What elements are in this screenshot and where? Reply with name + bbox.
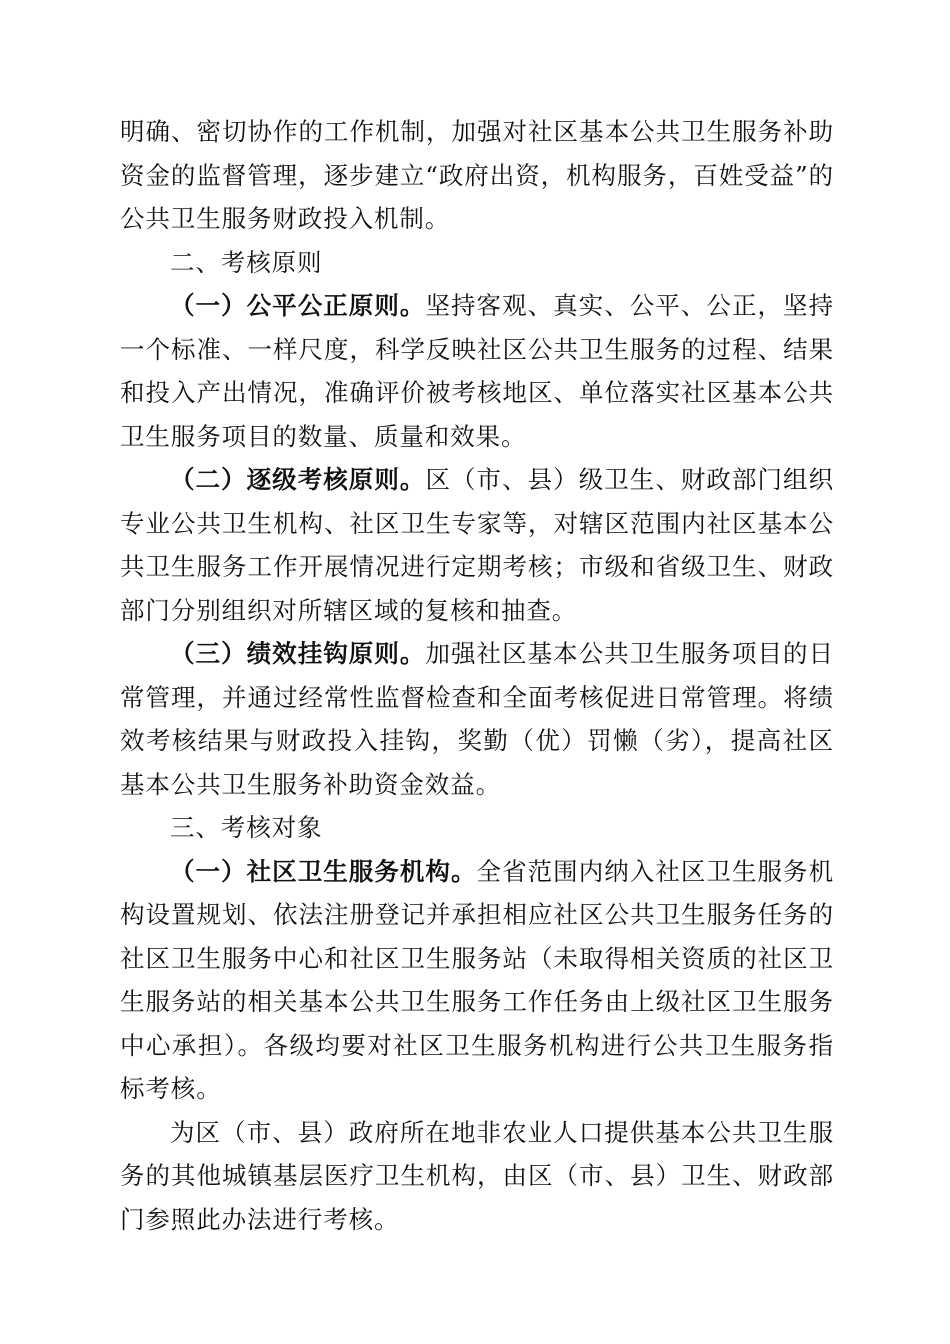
- principle-paragraph-3: [120, 632, 834, 806]
- document-body: [120, 110, 834, 1241]
- principle-label-2: （二）逐级考核原则。: [170, 465, 426, 494]
- principle-label-3: （三）绩效挂钩原则。: [170, 639, 426, 668]
- section-heading-principles: 二、考核原则: [170, 247, 323, 277]
- principle-text-3: 加强社区基本公共卫生服务项目的日常管理，并通过经常性监督检查和全面考核促进日常管理。将绩效考核结果与财政投入挂钩，奖勤（优）罚懒（劣），提高社区基本公共卫生服务补助资金效益。: [120, 639, 834, 799]
- section-heading-targets: 三、考核对象: [170, 813, 323, 842]
- target-text-1: 全省范围内纳入社区卫生服务机构设置规划、依法注册登记并承担相应社区公共卫生服务任务的社区卫生服务中心和社区卫生服务站（未取得相关资质的社区卫生服务站的相关基本公共卫生服务工作任务由上级社区卫生服务中心承担）。各级均要对社区卫生服务机构进行公共卫生服务指标考核。: [120, 856, 834, 1103]
- intro-paragraph: [120, 110, 834, 241]
- principle-label-1: （一）公平公正原则。: [170, 291, 426, 320]
- principle-paragraph-2: [120, 458, 834, 632]
- principle-text-1: 坚持客观、真实、公平、公正，坚持一个标准、一样尺度，科学反映社区公共卫生服务的过程、结果和投入产出情况，准确评价被考核地区、单位落实社区基本公共卫生服务项目的数量、质量和效果。: [120, 291, 834, 451]
- principle-paragraph-1: [120, 284, 834, 458]
- principle-text-2: 区（市、县）级卫生、财政部门组织专业公共卫生机构、社区卫生专家等，对辖区范围内社区基本公共卫生服务工作开展情况进行定期考核；市级和省级卫生、财政部门分别组织对所辖区域的复核和抽查。: [120, 465, 834, 625]
- intro-text: 明确、密切协作的工作机制，加强对社区基本公共卫生服务补助资金的监督管理，逐步建立“政府出资，机构服务，百姓受益”的公共卫生服务财政投入机制。: [120, 117, 834, 233]
- target-paragraph-1: [120, 850, 834, 1111]
- target-label-1: （一）社区卫生服务机构。: [170, 856, 477, 886]
- target-paragraph-2: 为区（市、县）政府所在地非农业人口提供基本公共卫生服务的其他城镇基层医疗卫生机构，由区（市、县）卫生、财政部门参照此办法进行考核。: [120, 1117, 834, 1234]
